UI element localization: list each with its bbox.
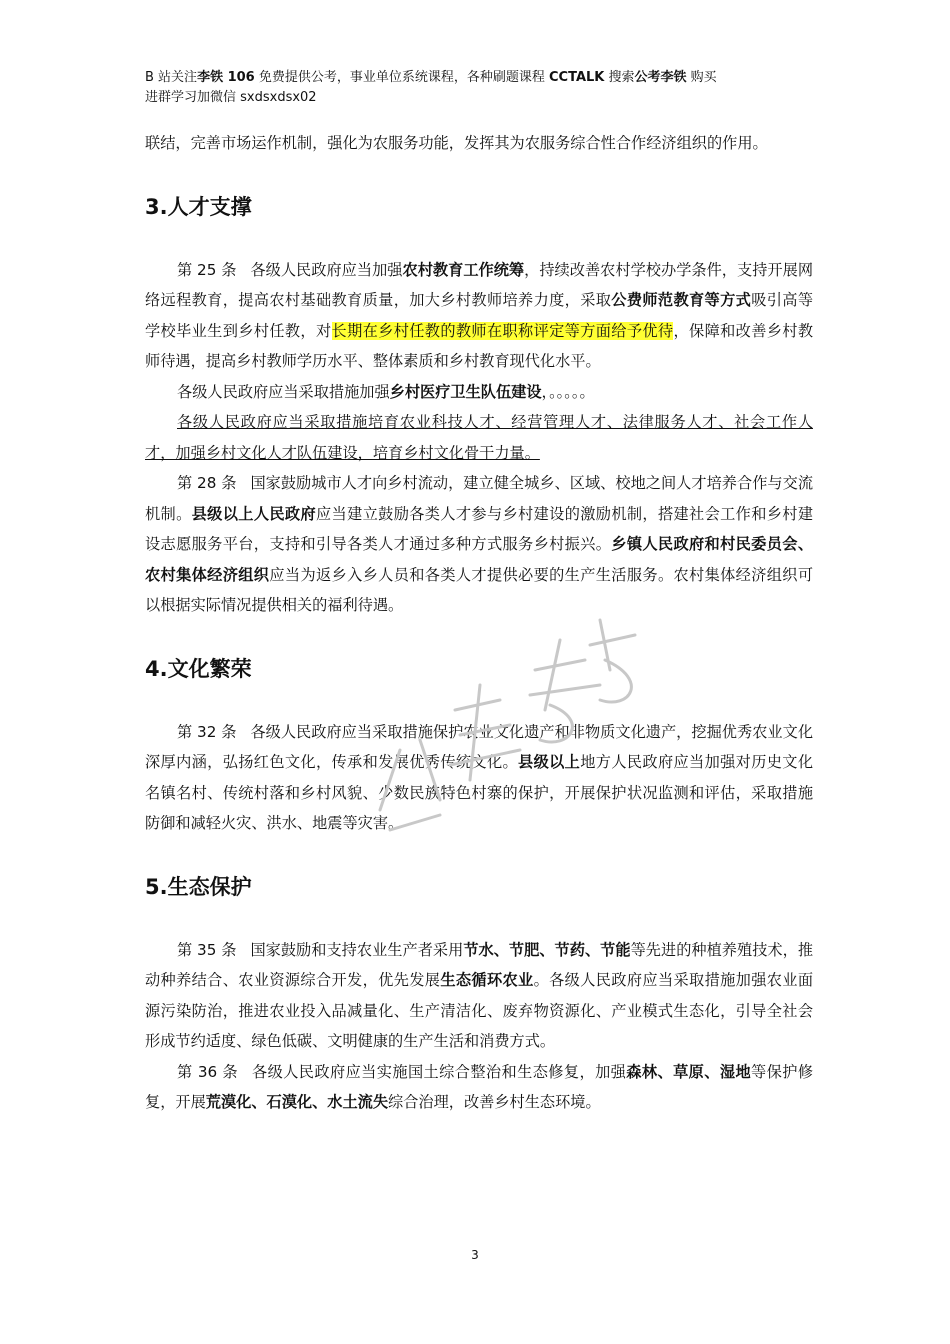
text: 。各级人民政府应当采取措施加强农业面源污染防治，推进农业投入品减量化、生产清洁化、废弃物资源化、产业模式生态化，引导全社会形成节约适度、绿色低碳、文明健康的生产生活和消费方式。 [145,971,814,1050]
medical-paragraph [145,377,813,408]
page-number: 3 [471,1248,479,1262]
header-text: 搜索 [604,70,635,85]
section-title-ecology: 5.生态保护 [145,874,252,899]
bold-text: 荒漠化、石漠化、水土流失 [205,1093,388,1111]
talent-paragraph [145,407,813,468]
header-text: 免费提供公考，事业单位系统课程，各种刷题课程 [254,70,549,85]
header-bold: 公考李铁 [634,70,687,85]
text: 等保护修复，开展 [145,1062,814,1111]
bold-text: 乡镇人民政府和村民委员会、农村集体经济组织 [145,535,814,584]
text: ，保障和改善乡村教师待遇，提高乡村教师学历水平、整体素质和乡村教育现代化水平。 [145,321,814,370]
text: 各级人民政府应当采取措施加强 [177,382,390,401]
section-title-culture: 4.文化繁荣 [145,656,252,681]
bold-text: 节水、节肥、节药、节能 [463,940,631,959]
header-text: B 站关注 [145,70,198,85]
article-35 [145,935,813,1057]
bold-text: 农村教育工作统筹 [402,260,525,279]
text: 各级人民政府应当采取措施保护农业文化遗产和非物质文化遗产，挖掘优秀农业文化深厚内涵，弘扬红色文化，传承和发展优秀传统文化。 [145,722,814,771]
text: 吸引高等学校毕业生到乡村任教，对 [145,291,814,340]
text: 国家鼓励城市人才向乡村流动，建立健全城乡、区域、校地之间人才培养合作与交流机制。 [145,474,814,523]
text: 地方人民政府应当加强对历史文化名镇名村、传统村落和乡村风貌、少数民族特色村寨的保护，开展保护状况监测和评估，采取措施防御和减轻火灾、洪水、地震等灾害。 [145,753,814,832]
text: ，。。。。。 [541,382,595,401]
text: 应当建立鼓励各类人才参与乡村建设的激励机制，搭建社会工作和乡村建设志愿服务平台，支持和引导各类人才通过多种方式服务乡村振兴。 [145,504,814,553]
document-body [145,128,813,1118]
intro-paragraph: 联结，完善市场运作机制，强化为农服务功能，发挥其为农服务综合性合作经济组织的作用。 [145,134,768,152]
article-25 [145,255,813,377]
highlighted-text: 长期在乡村任教的教师在职称评定等方面给予优待 [331,321,674,340]
article-number: 第 32 条 [177,722,237,741]
bold-text: 公费师范教育等方式 [611,291,752,309]
article-number: 第 36 条 [177,1062,238,1081]
article-number: 第 35 条 [177,940,237,959]
bold-text: 县级以上 [518,753,581,771]
bold-text: 乡村医疗卫生队伍建设 [389,382,542,401]
text: 国家鼓励和支持农业生产者采用 [250,940,464,959]
text: 应当为返乡入乡人员和各类人才提供必要的生产生活服务。农村集体经济组织可以根据实际情况提供相关的福利待遇。 [145,565,814,614]
text: ，持续改善农村学校办学条件，支持开展网络远程教育，提高农村基础教育质量，加大乡村教师培养力度，采取 [145,260,814,309]
header-line-2: 进群学习加微信 sxdsxdsx02 [145,90,317,105]
section-title-talent: 3.人才支撑 [145,194,252,219]
article-32 [145,717,813,839]
text: 等先进的种植养殖技术，推动种养结合、农业资源综合开发，优先发展 [145,940,814,989]
text: 综合治理，改善乡村生态环境。 [388,1093,601,1111]
article-number: 第 25 条 [177,260,237,279]
text: 各级人民政府应当实施国土综合整治和生态修复，加强 [252,1062,627,1081]
bold-text: 森林、草原、湿地 [626,1062,752,1081]
article-number: 第 28 条 [177,474,237,492]
page-header [145,68,825,108]
underlined-text: 各级人民政府应当采取措施培育农业科技人才、经营管理人才、法律服务人才、社会工作人才，加强乡村文化人才队伍建设，培育乡村文化骨干力量。 [145,413,813,462]
text: 各级人民政府应当加强 [250,260,403,279]
article-36 [145,1057,813,1118]
header-bold: CCTALK [549,70,605,85]
header-bold: 李铁 106 [197,70,255,85]
header-text: 购买 [686,70,717,85]
bold-text: 生态循环农业 [440,971,534,989]
bold-text: 县级以上人民政府 [191,504,316,523]
header-line-1 [145,68,825,88]
article-28 [145,468,813,621]
